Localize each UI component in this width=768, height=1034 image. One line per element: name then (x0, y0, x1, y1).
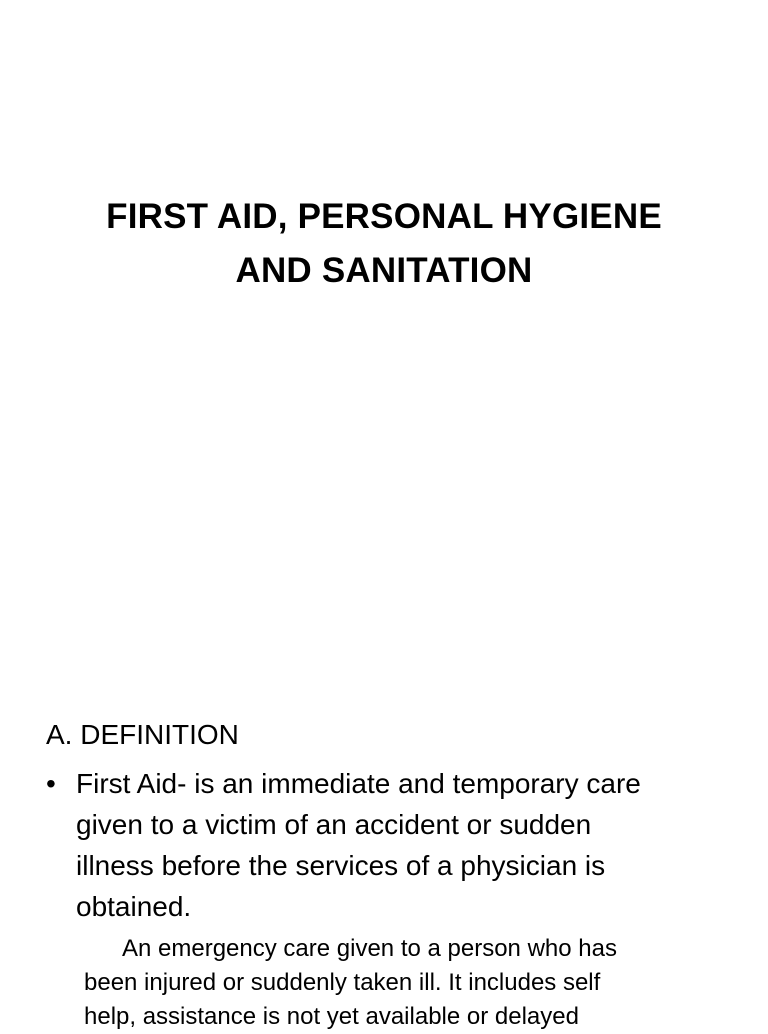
bullet-icon: • (46, 768, 56, 799)
section-heading: A. DEFINITION (46, 719, 239, 750)
sub-paragraph-line-2: been injured or suddenly taken ill. It includes self (84, 969, 601, 996)
slide-title-line-2: AND SANITATION (235, 251, 533, 290)
bullet-item-first-aid (46, 763, 736, 927)
bullet-line-3: illness before the services of a physician is (76, 850, 606, 881)
sub-paragraph (84, 932, 724, 1034)
sub-paragraph-line-1: An emergency care given to a person who has (122, 935, 617, 962)
bullet-line-1: First Aid- is an immediate and temporary care (76, 768, 641, 799)
definition-section (46, 713, 736, 927)
sub-paragraph-line-3: help, assistance is not yet available or delayed (84, 1003, 579, 1030)
slide-title-line-1: FIRST AID, PERSONAL HYGIENE (106, 197, 662, 236)
bullet-line-4: obtained. (76, 891, 192, 922)
slide-title (40, 190, 728, 298)
bullet-line-2: given to a victim of an accident or sudden (76, 809, 592, 840)
